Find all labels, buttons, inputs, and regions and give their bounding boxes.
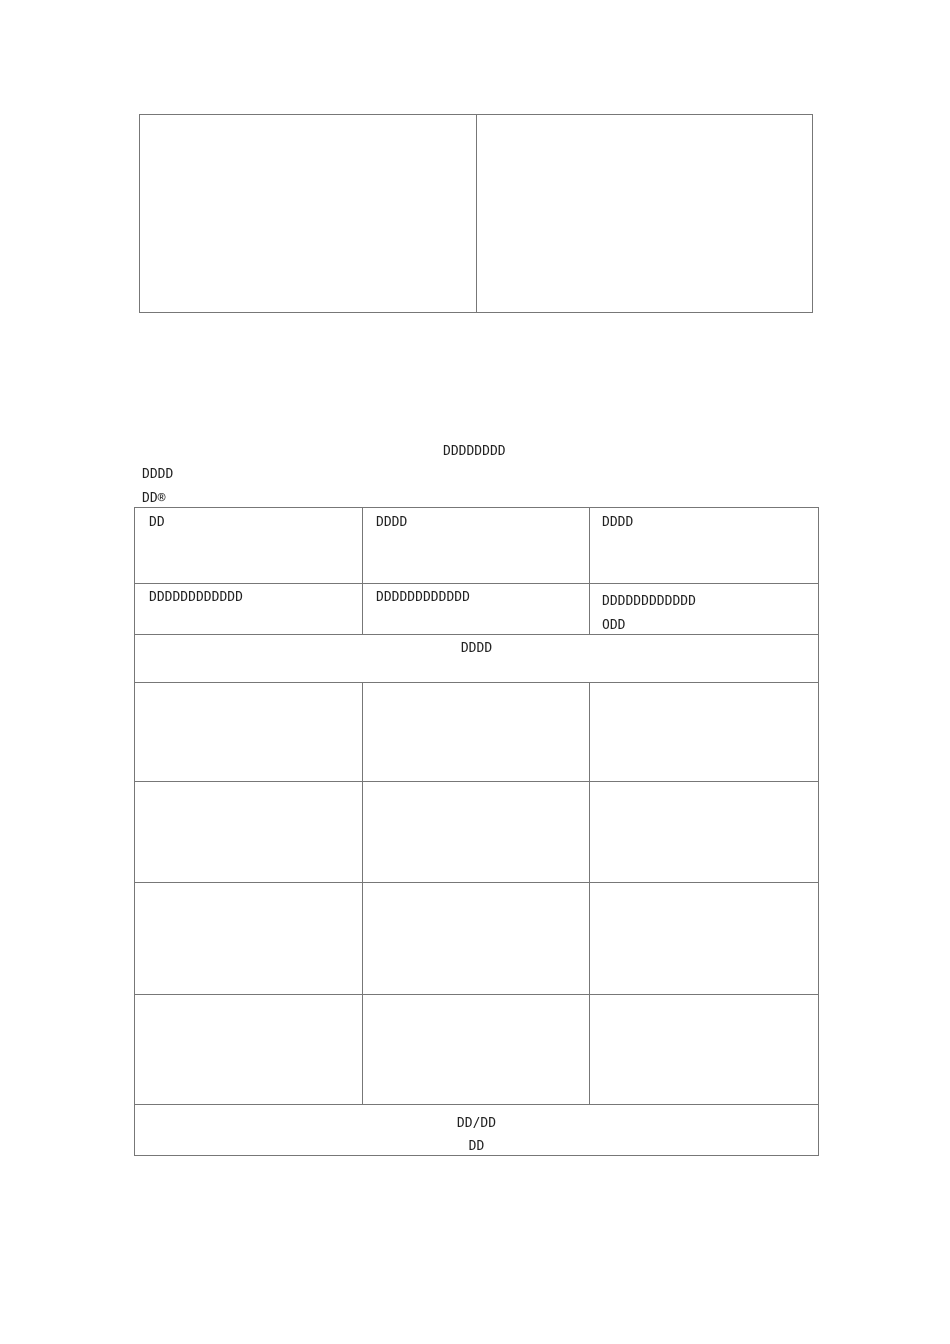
row-divider bbox=[135, 994, 818, 995]
header-cell-1: DD bbox=[149, 515, 165, 530]
form-title: DDDDDDDD bbox=[443, 444, 506, 459]
top-table-divider bbox=[476, 115, 477, 312]
meta-line-1: DDDD bbox=[142, 467, 174, 482]
col-divider bbox=[362, 682, 363, 1104]
row2-cell-1: DDDDDDDDDDDD bbox=[149, 590, 243, 605]
col-divider bbox=[589, 508, 590, 634]
col-divider bbox=[362, 508, 363, 634]
footer-line-2: DD bbox=[468, 1139, 485, 1154]
row-divider bbox=[135, 583, 818, 584]
row-divider bbox=[135, 682, 818, 683]
meta-line-2: DD® bbox=[142, 491, 166, 506]
footer-line-1: DD/DD bbox=[456, 1116, 497, 1131]
row2-cell-3-line1: DDDDDDDDDDDD bbox=[602, 594, 696, 609]
row-divider bbox=[135, 634, 818, 635]
main-table bbox=[134, 507, 819, 1156]
row2-cell-3-line2: ODD bbox=[602, 618, 626, 633]
row-divider bbox=[135, 781, 818, 782]
col-divider bbox=[589, 682, 590, 1104]
row2-cell-2: DDDDDDDDDDDD bbox=[376, 590, 470, 605]
section-label: DDDD bbox=[460, 641, 493, 656]
header-cell-3: DDDD bbox=[602, 515, 634, 530]
row-divider bbox=[135, 882, 818, 883]
row-divider bbox=[135, 1104, 818, 1105]
header-cell-2: DDDD bbox=[376, 515, 408, 530]
top-table bbox=[139, 114, 813, 313]
